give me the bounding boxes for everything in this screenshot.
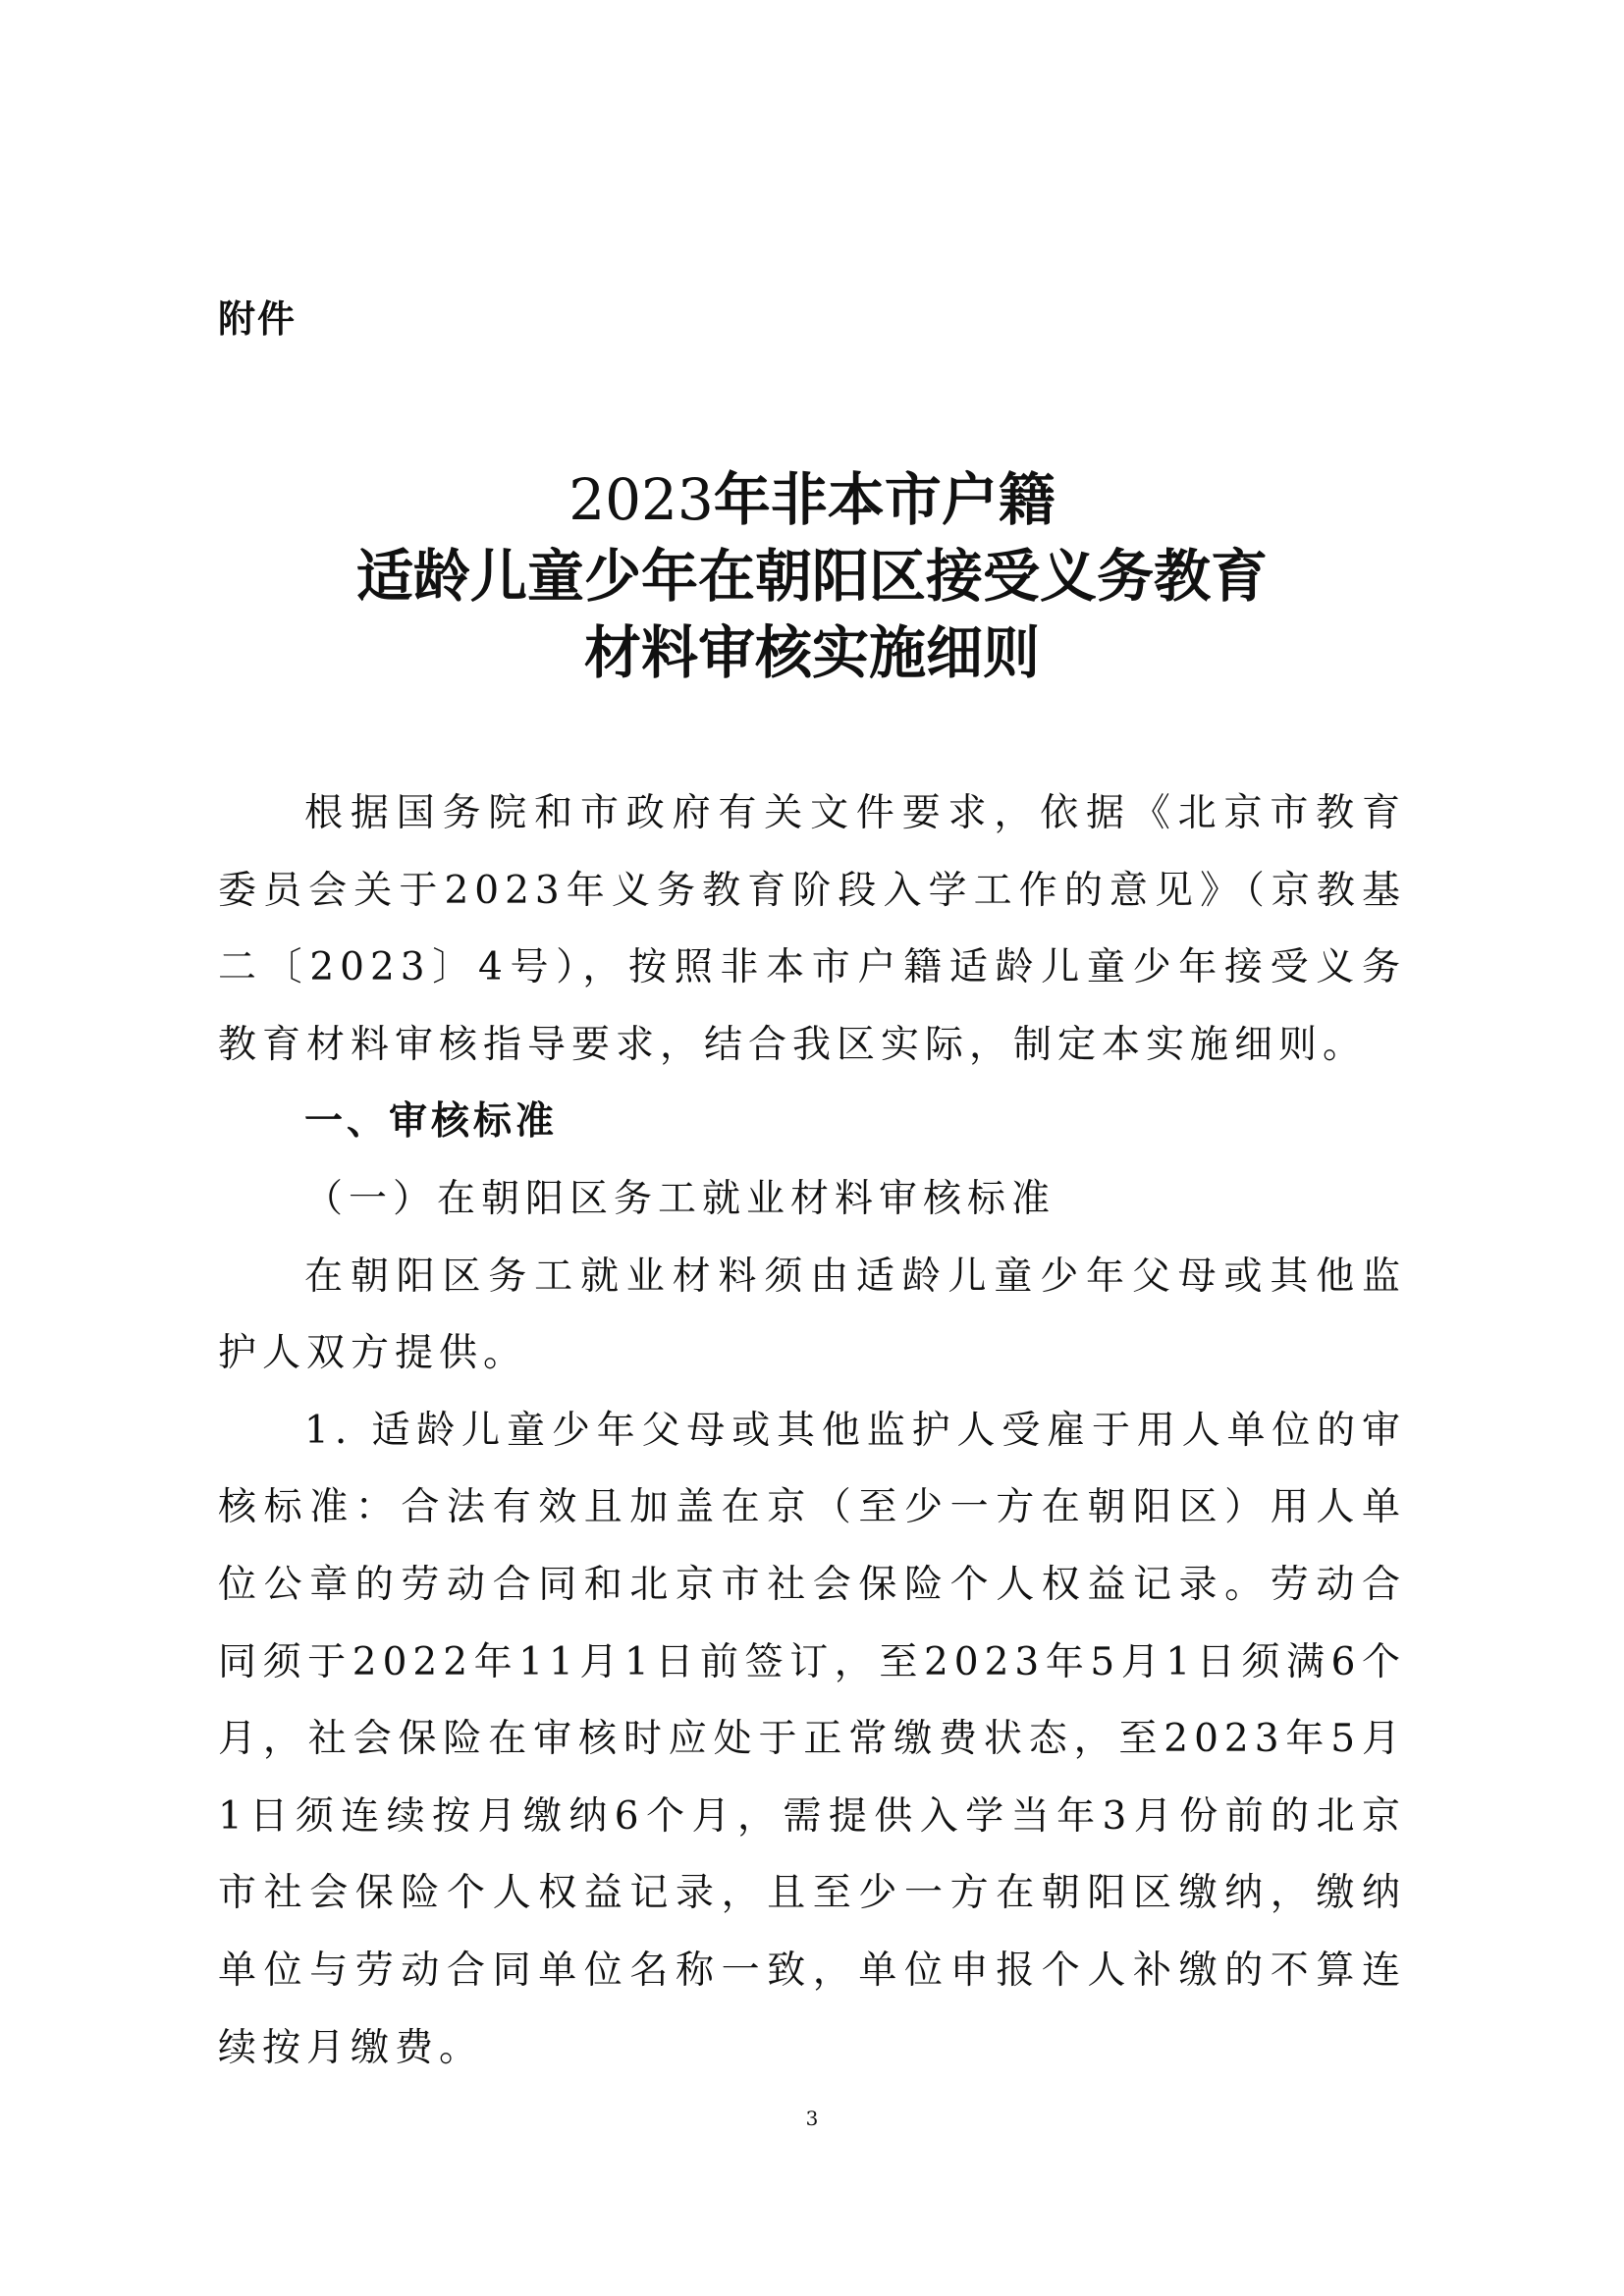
subsection-heading: （一）在朝阳区务工就业材料审核标准 <box>304 1176 1056 1221</box>
list-item: 1. 适龄儿童少年父母或其他监护人受雇于用人单位的审核标准：合法有效且加盖在京（至少一方在朝阳区）用人单位公章的劳动合同和北京市社会保险个人权益记录。劳动合同须于2022年11月1日前签订，至2023年5月1日须满6个月，社会保险在审核时应处于正常缴费状态，至2023年5月1日须连续按月缴纳6个月，需提供入学当年3月份前的北京市社会保险个人权益记录，且至少一方在朝阳区缴纳，缴纳单位与劳动合同单位名称一致，单位申报个人补缴的不算连续按月缴费。 <box>218 1408 1406 2070</box>
page-number: 3 <box>805 2107 819 2130</box>
intro-paragraph: 根据国务院和市政府有关文件要求，依据《北京市教育委员会关于2023年义务教育阶段入学工作的意见》（京教基二〔2023〕4号），按照非本市户籍适龄儿童少年接受义务教育材料审核指导要求，结合我区实际，制定本实施细则。 <box>218 791 1406 1067</box>
document-body <box>218 775 1406 2087</box>
title-year: 2023 <box>568 466 714 533</box>
attachment-label: 附件 <box>218 297 298 341</box>
title-line-1 <box>0 461 1624 538</box>
title-line-3: 材料审核实施细则 <box>583 619 1040 686</box>
paragraph: 在朝阳区务工就业材料须由适龄儿童少年父母或其他监护人双方提供。 <box>218 1254 1406 1376</box>
section-heading: 一、审核标准 <box>304 1099 559 1145</box>
title-line-1-text: 年非本市户籍 <box>713 466 1056 533</box>
title-line-2: 适龄儿童少年在朝阳区接受义务教育 <box>355 543 1268 610</box>
document-title <box>0 461 1624 691</box>
